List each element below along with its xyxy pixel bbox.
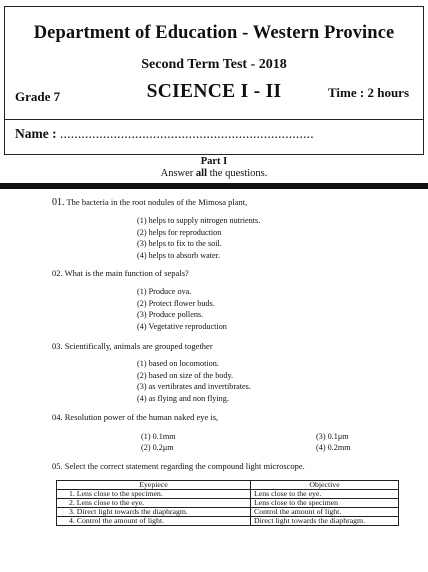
question-2-option-3: (3) Produce pollens. <box>137 310 204 319</box>
part-instruction <box>0 168 428 179</box>
table-cell: 1. Lens close to the specimen. <box>57 490 251 499</box>
table-cell: 4. Control the amount of light. <box>57 517 251 526</box>
name-label: Name : <box>15 126 57 141</box>
question-1-option-4: (4) helps to absorb water. <box>137 251 220 260</box>
department-title: Department of Education - Western Province <box>33 23 395 43</box>
question-3-option-3: (3) as vertibrates and invertibrates. <box>137 382 251 391</box>
subject-title: SCIENCE I - II <box>146 81 282 102</box>
question-2-option-4: (4) Vegetative reproduction <box>137 322 227 331</box>
question-3-option-4: (4) as flying and non flying. <box>137 394 229 403</box>
question-2 <box>52 268 189 278</box>
instruction-text: Answer <box>160 168 196 179</box>
table-cell: Lens close to the specimen <box>251 499 399 508</box>
table-row <box>57 517 399 526</box>
question-4-option-3: (3) 0.1μm <box>316 432 349 441</box>
question-4-option-1: (1) 0.1mm <box>141 432 176 441</box>
question-4-option-4: (4) 0.2mm <box>316 443 351 452</box>
instruction-text-end: the questions. <box>207 168 268 179</box>
question-3-option-2: (2) based on size of the body. <box>137 371 234 380</box>
table-cell: 2. Lens close to the eye. <box>57 499 251 508</box>
question-2-option-1: (1) Produce ova. <box>137 287 192 296</box>
part-title: Part I <box>200 156 228 167</box>
question-text: Scientifically, animals are grouped together <box>64 341 213 351</box>
question-2-option-2: (2) Protect flower buds. <box>137 299 215 308</box>
term-title: Second Term Test - 2018 <box>141 57 287 72</box>
instruction-emphasis: all <box>195 168 207 179</box>
name-field[interactable] <box>15 126 314 142</box>
question-1-option-2: (2) helps for reproduction <box>137 228 222 237</box>
question-text: Resolution power of the human naked eye is, <box>64 412 219 422</box>
question-3-option-1: (1) based on locomotion. <box>137 359 219 368</box>
question-4-option-2: (2) 0.2μm <box>141 443 174 452</box>
question-text: The bacteria in the root nodules of the Mimosa plant, <box>66 197 248 207</box>
question-5 <box>52 461 305 471</box>
question-1 <box>52 197 247 208</box>
grade-label: Grade 7 <box>15 89 61 104</box>
column-header-eyepiece: Eyepiece <box>57 481 251 490</box>
table-row <box>57 490 399 499</box>
time-label: Time : 2 hours <box>327 85 409 100</box>
microscope-table <box>56 480 399 526</box>
table-row <box>57 508 399 517</box>
question-number: 02. <box>52 268 63 278</box>
header-title-block <box>5 7 423 120</box>
question-3 <box>52 341 213 351</box>
table-cell: Lens close to the eye. <box>251 490 399 499</box>
section-divider <box>0 183 428 189</box>
question-1-option-1: (1) helps to supply nitrogen nutrients. <box>137 216 261 225</box>
table-cell: Direct light towards the diaphragm. <box>251 517 399 526</box>
column-header-objective: Objective <box>251 481 399 490</box>
table-cell: Control the amount of light. <box>251 508 399 517</box>
exam-header <box>4 6 424 155</box>
question-number: 03. <box>52 341 63 351</box>
question-1-option-3: (3) helps to fix to the soil. <box>137 239 222 248</box>
question-text: Select the correct statement regarding the compound light microscope. <box>64 461 305 471</box>
table-row <box>57 499 399 508</box>
question-text: What is the main function of sepals? <box>64 268 189 278</box>
question-number: 05. <box>52 461 63 471</box>
question-4 <box>52 412 218 422</box>
table-header-row <box>57 481 399 490</box>
name-dotted-line: ....................................................................... <box>59 126 314 141</box>
question-number: 01. <box>52 197 65 208</box>
question-number: 04. <box>52 412 63 422</box>
table-cell: 3. Direct light towards the diaphragm. <box>57 508 251 517</box>
